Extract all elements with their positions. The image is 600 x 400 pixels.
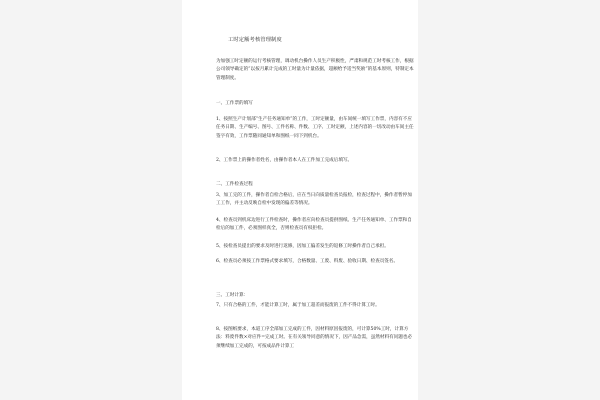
- section-1-paragraph-1: 1、按照生产计划部“生产任务通知单”的工作，工时定额量，由车间统一填写工作票，内容有不应任务日期、生产编号、图号、工件名称、件数、工序、工时定额，上述内容的一切改动由车间主任签字有效，工作票随同通知单和图纸一同下到机台。: [216, 117, 414, 139]
- section-1-paragraph-2: 2、工作票上的操作者姓名，由操作者本人在工件加工完成后填写。: [216, 158, 353, 163]
- section-3-paragraph-7: 7、只有合格的工件，才能计算工时，属于加工超差而报废的工件不得计算工时。: [216, 303, 380, 308]
- section-3-paragraph-8: 8、按图纸要求，本道工序全部加工完成的工件，因材料原因报废的，可计算50%工时，计算方法：料废件数×对应件=完成工时。在有关领导同意的情况下，因产品急需，虽然材料有问题也必须继续加工完成的，可按成品件计算工: [216, 327, 413, 349]
- intro-paragraph: 为加强工时定额的运行考核管理，调动机台操作人员生产积极性，严肃和规范工时考核工作，根据公司领导确定的“以按月累计完成的工时量为计量依据，超额给予适当奖励”的基本原则，特制定本管理制度。: [216, 59, 414, 81]
- section-2-paragraph-4: 4、检查员到机床边进行工件检查时，操作者应向检查员提供图纸、生产任务通知单、工作票和自检后的加工件，必须图样真全，否则检查员有权拒检。: [216, 218, 412, 232]
- document-page: [182, 0, 418, 400]
- section-2-paragraph-6: 6、检查员必须按工作票格式要求填写，合格数量、工废、料废、验收日期、检查员签名。: [216, 259, 399, 264]
- section-2-heading: 二、工件检查过程: [216, 182, 253, 187]
- document-title: 工时定额考核管理制度: [228, 37, 282, 43]
- section-2-paragraph-5: 5、按检查员提出的要求及时进行返修，因加工偏差发生的返修工时操作者自己承担。: [216, 244, 389, 249]
- section-3-heading: 三、工时计算：: [216, 293, 249, 298]
- section-1-heading: 一、工作票的填写: [216, 101, 253, 106]
- section-2-paragraph-3: 3、加工完的工件，操作者自检合格后，应在当日向质量检查员报检，检查过程中，操作者暂停加工工作，并主动反映自检中发现的偏差等情况。: [216, 193, 412, 207]
